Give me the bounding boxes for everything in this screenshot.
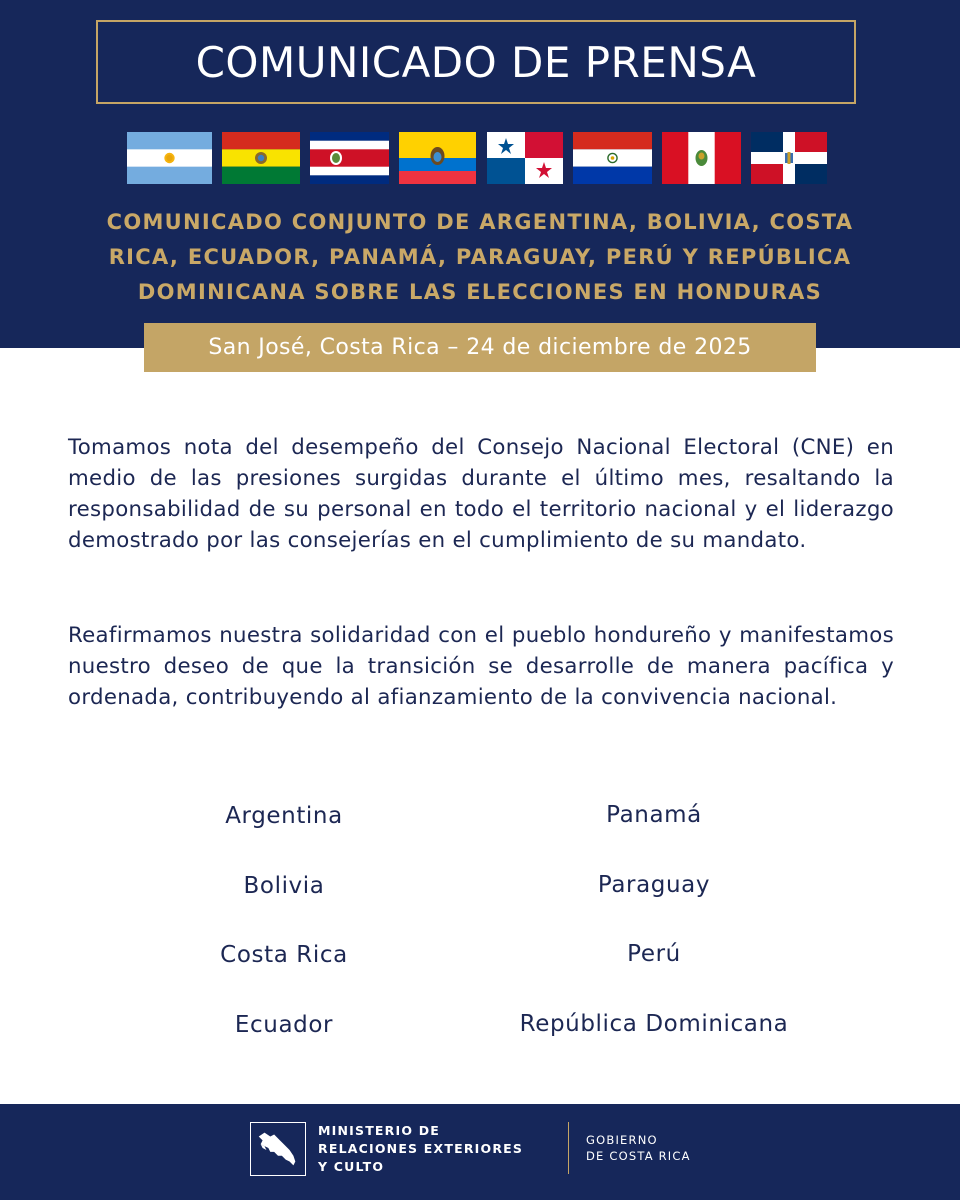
- signatory-ecuador: Ecuador: [234, 1012, 334, 1038]
- ministry-line: Y CULTO: [318, 1159, 385, 1174]
- signatory-argentina: Argentina: [225, 803, 343, 829]
- footer: [0, 1104, 960, 1200]
- government-name: [586, 1132, 746, 1164]
- ministry-line: MINISTERIO DE: [318, 1123, 441, 1138]
- signatory-dominican-republic: República Dominicana: [519, 1011, 789, 1037]
- signatory-paraguay: Paraguay: [597, 872, 711, 898]
- joint-statement-heading: [40, 205, 920, 310]
- paragraph-2: Reafirmamos nuestra solidaridad con el pueblo hondureño y manifestamos nuestro deseo de que la transición se desarrolle de manera pacífica y ordenada, contribuyendo al afianzamiento de la convivencia nacional.: [68, 623, 894, 710]
- signatory-peru: Perú: [627, 941, 681, 967]
- signatory-bolivia: Bolivia: [243, 873, 325, 899]
- flag-dominican-republic-icon: [751, 132, 827, 184]
- page-title: COMUNICADO DE PRENSA: [195, 37, 757, 87]
- subtitle-line: COMUNICADO CONJUNTO DE ARGENTINA, BOLIVIA, COSTA: [106, 210, 854, 234]
- ministry-name: [318, 1122, 568, 1176]
- ministry-line: RELACIONES EXTERIORES: [318, 1141, 524, 1156]
- flag-panama-icon: [487, 132, 563, 184]
- costa-rica-map-icon: [250, 1122, 306, 1176]
- flag-peru-icon: [662, 132, 741, 184]
- signatory-panama: Panamá: [606, 802, 702, 828]
- footer-divider: [568, 1122, 569, 1174]
- date-line: San José, Costa Rica – 24 de diciembre de 2025: [208, 335, 752, 360]
- flag-bolivia-icon: [222, 132, 300, 184]
- signatory-costa-rica: Costa Rica: [220, 942, 348, 968]
- subtitle-line: DOMINICANA SOBRE LAS ELECCIONES EN HONDURAS: [137, 280, 823, 304]
- gov-line: GOBIERNO: [586, 1133, 658, 1147]
- flag-costa-rica-icon: [310, 132, 389, 184]
- paragraph-1: Tomamos nota del desempeño del Consejo Nacional Electoral (CNE) en medio de las presiones surgidas durante el último mes, resaltando la responsabilidad de su personal en todo el territorio nacional y el liderazgo demostrado por las consejerías en el cumplimiento de su mandato.: [68, 435, 894, 553]
- gov-line: DE COSTA RICA: [586, 1149, 691, 1163]
- date-bar: [144, 323, 816, 372]
- subtitle-line: RICA, ECUADOR, PANAMÁ, PARAGUAY, PERÚ Y REPÚBLICA: [108, 245, 852, 269]
- title-box: [96, 20, 856, 104]
- flag-ecuador-icon: [399, 132, 476, 184]
- flag-argentina-icon: [127, 132, 212, 184]
- flag-paraguay-icon: [573, 132, 652, 184]
- header-band: [0, 0, 960, 348]
